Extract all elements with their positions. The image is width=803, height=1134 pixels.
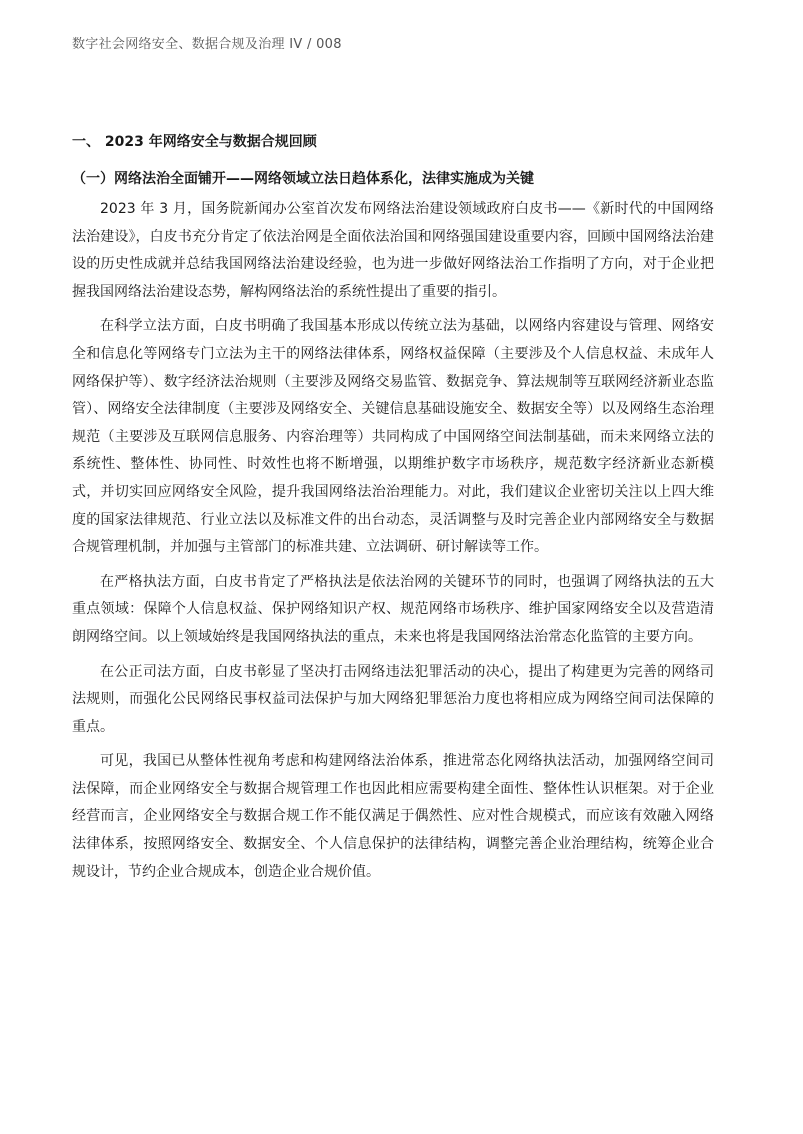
section-heading: 一、 2023 年网络安全与数据合规回顾	[72, 134, 317, 150]
running-title: 数字社会网络安全、数据合规及治理 IV	[72, 37, 303, 52]
section-subheading: （一）网络法治全面铺开——网络领域立法日趋体系化，法律实施成为关键	[72, 171, 534, 187]
running-header	[72, 33, 342, 52]
paragraph-enforcement: 在严格执法方面，白皮书肯定了严格执法是依法治网的关键环节的同时，也强调了网络执法的五大重点领域：保障个人信息权益、保护网络知识产权、规范网络市场秩序、维护国家网络安全以及营造清朗网络空间。以上领域始终是我国网络执法的重点，未来也将是我国网络法治常态化监管的主要方向。	[72, 573, 714, 645]
paragraph-legislation: 在科学立法方面，白皮书明确了我国基本形成以传统立法为基础，以网络内容建设与管理、网络安全和信息化等网络专门立法为主干的网络法律体系，网络权益保障（主要涉及个人信息权益、未成年人网络保护等）、数字经济法治规则（主要涉及网络交易监管、数据竞争、算法规制等互联网经济新业态监管）、网络安全法律制度（主要涉及网络安全、关键信息基础设施安全、数据安全等）以及网络生态治理规范（主要涉及互联网信息服务、内容治理等）共同构成了中国网络空间法制基础，而未来网络立法的系统性、整体性、协同性、时效性也将不断增强，以期维护数字市场秩序，规范数字经济新业态新模式，并切实回应网络安全风险，提升我国网络法治治理能力。对此，我们建议企业密切关注以上四大维度的国家法律规范、行业立法以及标准文件的出台动态，灵活调整与及时完善企业内部网络安全与数据合规管理机制，并加强与主管部门的标准共建、立法调研、研讨解读等工作。	[72, 318, 714, 556]
page-content	[72, 132, 714, 893]
paragraph-conclusion: 可见，我国已从整体性视角考虑和构建网络法治体系，推进常态化网络执法活动，加强网络空间司法保障，而企业网络安全与数据合规管理工作也因此相应需要构建全面性、整体性认识框架。对于企业经营而言，企业网络安全与数据合规工作不能仅满足于偶然性、应对性合规模式，而应该有效融入网络法律体系，按照网络安全、数据安全、个人信息保护的法律结构，调整完善企业治理结构，统筹企业合规设计，节约企业合规成本，创造企业合规价值。	[72, 753, 714, 880]
paragraph-white-paper: 2023 年 3 月，国务院新闻办公室首次发布网络法治建设领域政府白皮书——《新时代的中国网络法治建设》，白皮书充分肯定了依法治网是全面依法治国和网络强国建设重要内容，回顾中国网络法治建设的历史性成就并总结我国网络法治建设经验，也为进一步做好网络法治工作指明了方向，对于企业把握我国网络法治建设态势，解构网络法治的系统性提出了重要的指引。	[72, 201, 714, 300]
page-number: / 008	[302, 37, 342, 52]
paragraph-judiciary: 在公正司法方面，白皮书彰显了坚决打击网络违法犯罪活动的决心，提出了构建更为完善的网络司法规则，而强化公民网络民事权益司法保护与加大网络犯罪惩治力度也将相应成为网络空间司法保障的重点。	[72, 663, 714, 735]
